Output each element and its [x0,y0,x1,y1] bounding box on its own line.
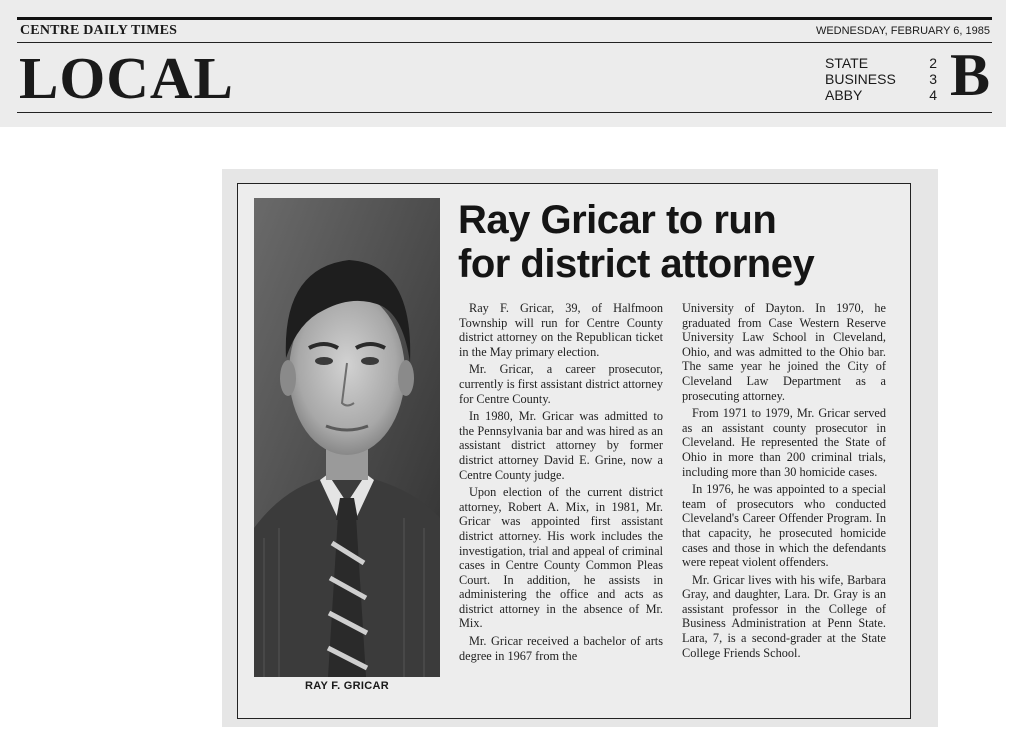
index-row-state [825,55,937,71]
index-page: 3 [929,71,937,87]
paragraph: Mr. Gricar received a bachelor of arts degree in 1967 from the [459,634,663,663]
index-row-business [825,71,937,87]
index-page: 2 [929,55,937,71]
paragraph: In 1976, he was appointed to a special team of prosecutors who conducted Cleveland's Career Offender Program. In that capacity, he prosecuted homicide cases and those in which the defendants were repeat violent offenders. [682,482,886,570]
headline-line-2: for district attorney [458,242,815,286]
paragraph: Upon election of the current district attorney, Robert A. Mix, in 1981, Mr. Gricar was appointed first assistant district attorney. His work includes the investigation, trial and appeal of criminal cases in Centre County Common Pleas Court. In addition, he assists in administering the office and acts as district attorney in the absence of Mr. Mix. [459,485,663,631]
headline-line-1: Ray Gricar to run [458,198,777,242]
paragraph: Mr. Gricar lives with his wife, Barbara Gray, and daughter, Lara. Dr. Gray is an assistant professor in the College of Business Administration at Penn State. Lara, 7, is a second-grader at the State College Friends School. [682,572,886,660]
paragraph: Ray F. Gricar, 39, of Halfmoon Township will run for Centre County district attorney on the Republican ticket in the May primary election. [459,301,663,359]
paper-name: CENTRE DAILY TIMES [20,23,178,38]
index-page: 4 [929,87,937,103]
photo-caption: RAY F. GRICAR [305,680,389,692]
index-row-abby [825,87,937,103]
article-clipping [222,169,938,727]
paragraph: Mr. Gricar, a career prosecutor, currently is first assistant district attorney for Centre County. [459,362,663,406]
masthead-top-rule [17,17,992,20]
paragraph: From 1971 to 1979, Mr. Gricar served as an assistant county prosecutor in Cleveland. He represented the State of Ohio in more than 200 criminal trials, including more than 30 homicide cases. [682,406,886,479]
article-column-1 [459,301,663,663]
paragraph: University of Dayton. In 1970, he graduated from Case Western Reserve University Law School in Cleveland, Ohio, and was admitted to the Ohio bar. The same year he joined the City of Cleveland Law Department as a prosecuting attorney. [682,301,886,403]
masthead-middle-rule [17,42,992,43]
article-column-2 [682,301,886,660]
article-headline [458,198,898,286]
article-frame [237,183,911,719]
portrait-image [254,198,440,677]
issue-date: WEDNESDAY, FEBRUARY 6, 1985 [815,25,990,37]
section-index [825,55,937,103]
paragraph: In 1980, Mr. Gricar was admitted to the Pennsylvania bar and was hired as an assistant district attorney by former district attorney David E. Grine, now a Centre County judge. [459,409,663,482]
index-label: STATE [825,55,869,71]
masthead [0,0,1006,127]
index-label: ABBY [825,87,863,103]
portrait-photo [254,198,440,677]
section-letter: B [950,42,991,108]
index-label: BUSINESS [825,71,896,87]
section-title: LOCAL [19,45,234,111]
masthead-bottom-rule [17,112,992,113]
